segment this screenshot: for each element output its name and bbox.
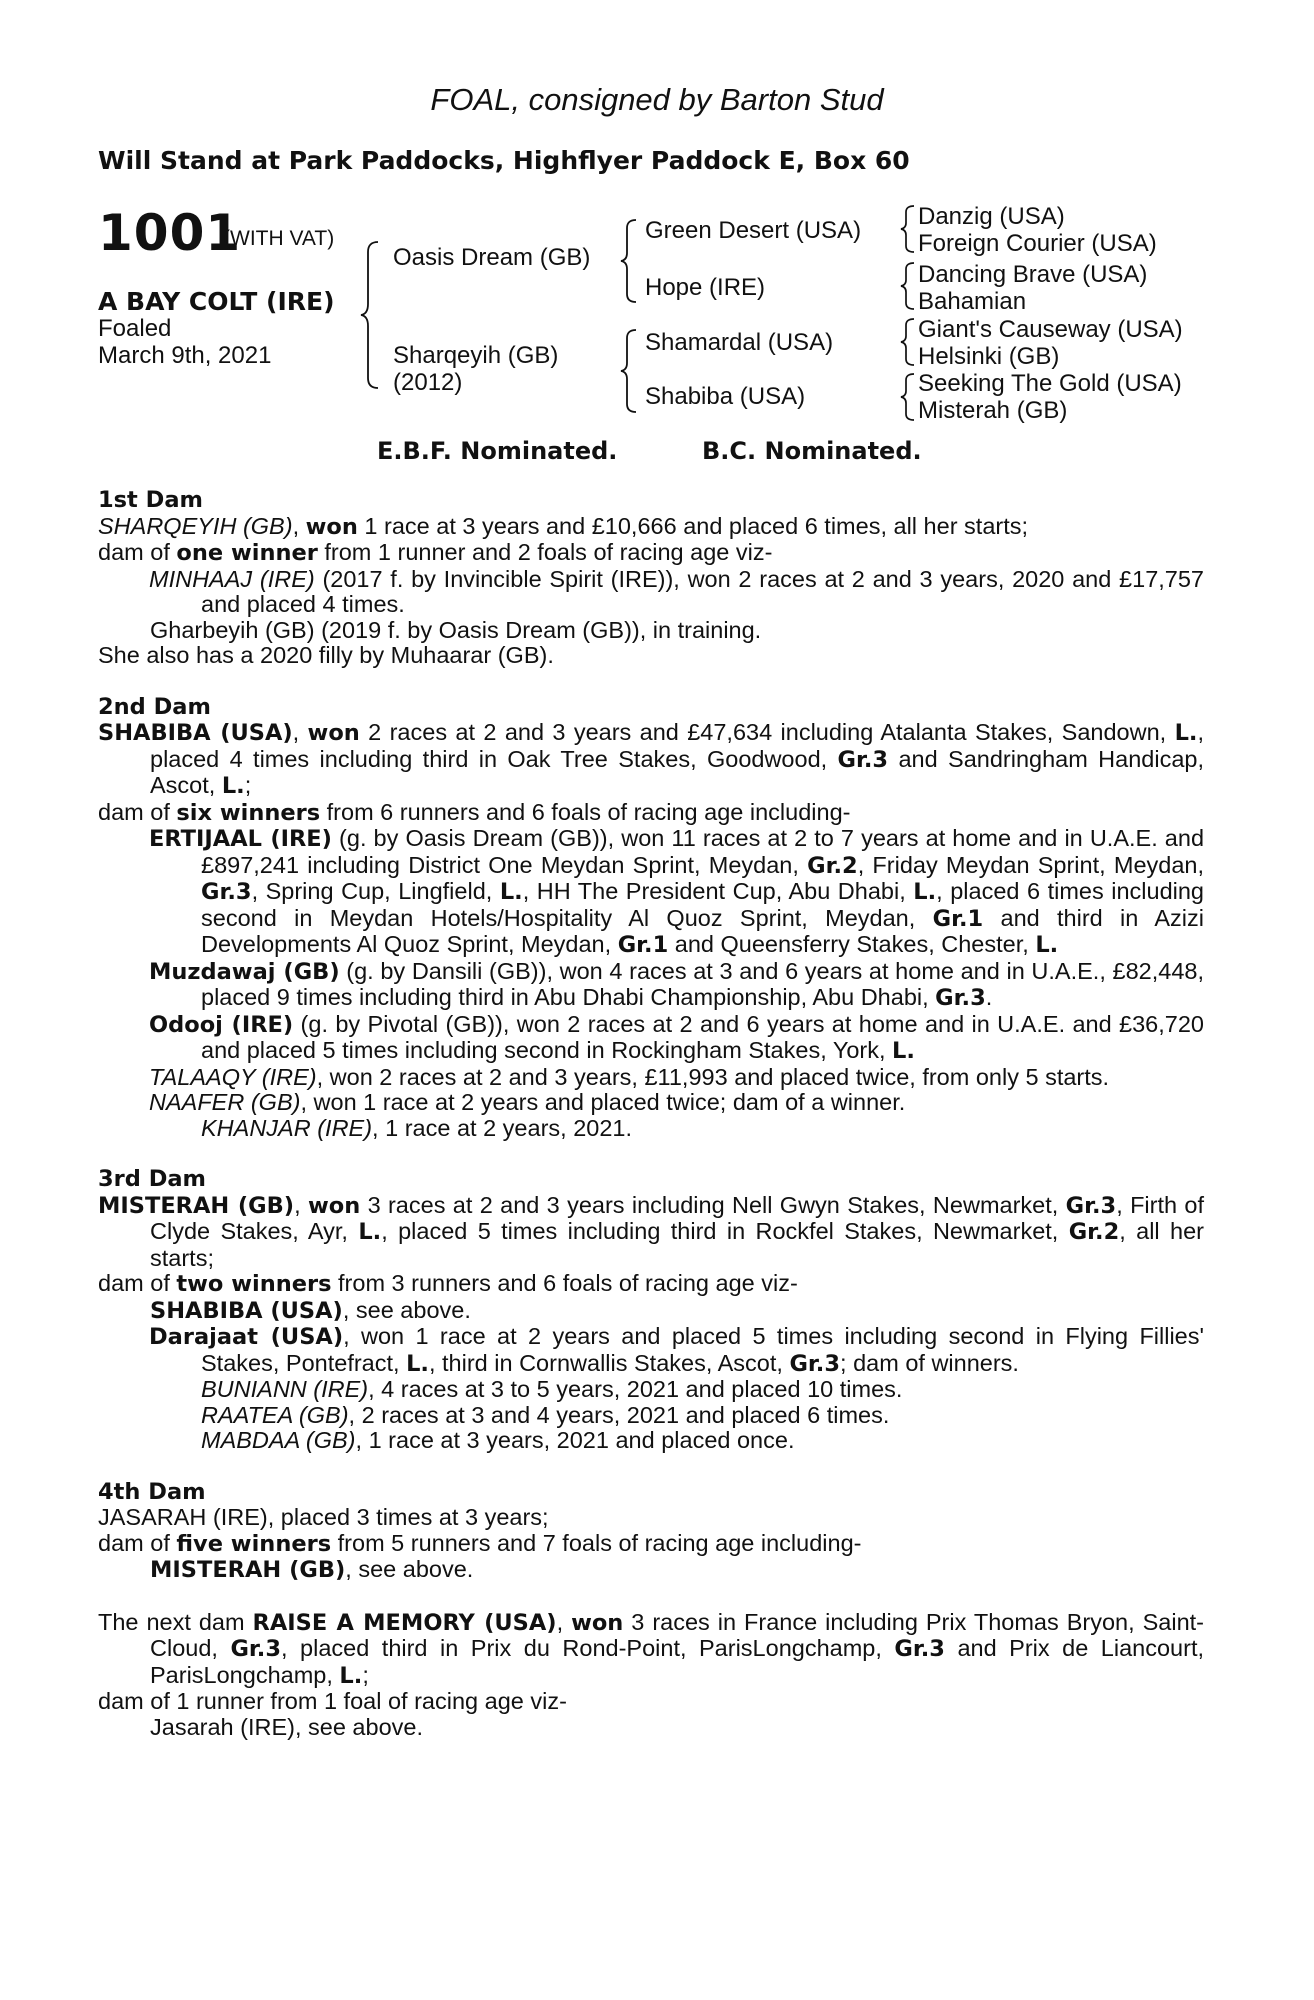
produce-jasarah: Jasarah (IRE), see above. [150,1713,423,1740]
text: , all her starts; [150,1218,1204,1271]
next-dam-name: RAISE A MEMORY (USA) [252,1609,557,1636]
text: , placed 5 times including third in Rockfel Stakes, Newmarket, [381,1218,1069,1244]
text: from 5 runners and 7 foals of racing age including- [331,1529,862,1556]
produce-name: KHANJAR (IRE) [201,1114,373,1141]
produce-khanjar [98,1116,1204,1142]
text: , placed 6 times including second in Meydan Hotels/Hospitality Al Quoz Sprint, Meydan, [201,878,1204,931]
listed-label: L. [221,773,245,799]
second-dam-produce-summary [98,800,1204,827]
pedigree-g3-4: Bahamian [918,288,1027,315]
group-label: Gr.1 [932,905,984,932]
text: (g. by Oasis Dream (GB)), won 11 races at 2 to 7 years at home and in U.A.E. and £897,241 including District One Meydan Sprint, Meydan, [201,825,1205,878]
produce-2020-filly: She also has a 2020 filly by Muhaarar (GB). [98,642,554,668]
text: The next dam [98,1608,253,1635]
pedigree-g3-1: Danzig (USA) [918,203,1065,230]
produce-misterah [98,1557,1204,1584]
won-label: won [307,1192,361,1219]
won-label: won [307,720,360,746]
produce-mabdaa [98,1428,1204,1454]
pedigree-dam-year: (2012) [393,369,463,396]
pedigree-g3-2: Foreign Courier (USA) [918,230,1157,257]
horse-description: A BAY COLT (IRE) [98,287,335,316]
produce-name: Odooj (IRE) [149,1011,294,1038]
winners-count: five winners [176,1530,332,1557]
text: , won 1 race at 2 years and placed 5 times including second in Flying Fillies' Stakes, Pontefract, [201,1323,1204,1376]
group-label: Gr.3 [935,985,986,1011]
group-label: Gr.3 [1065,1192,1117,1219]
pedigree-g3-6: Helsinki (GB) [918,343,1060,370]
text: from 1 runner and 2 foals of racing age viz- [317,539,773,565]
text: and Queensferry Stakes, Chester, [668,931,1036,957]
pedigree-brace-g3-1 [900,204,918,254]
text: and Prix de Liancourt, ParisLongchamp, [150,1635,1205,1688]
produce-gharbeyih: Gharbeyih (GB) (2019 f. by Oasis Dream (GB)), in training. [150,616,762,643]
bc-nomination: B.C. Nominated. [702,437,922,465]
produce-name: NAAFER (GB) [149,1089,301,1115]
text: and Sandringham Handicap, Ascot, [150,745,1204,798]
ebf-nomination: E.B.F. Nominated. [377,437,618,465]
pedigree-g3-7: Seeking The Gold (USA) [918,370,1182,397]
text: , 2 races at 3 and 4 years, 2021 and placed 6 times. [348,1401,890,1428]
pedigree-brace-dam [620,328,640,414]
lot-number: 1001 [98,204,242,262]
second-dam-heading: 2nd Dam [98,693,211,720]
produce-name: MISTERAH (GB) [150,1557,346,1583]
first-dam-heading: 1st Dam [98,487,203,513]
foaled-info [98,315,271,369]
text: dam of [98,1270,177,1296]
pedigree-sire: Oasis Dream (GB) [393,244,591,271]
pedigree-g3-8: Misterah (GB) [918,397,1068,424]
text: (g. by Dansili (GB)), won 4 races at 3 and 6 years at home and in U.A.E., £82,448, placed 9 times including third in Abu Dhabi Championship, Abu Dhabi, [201,957,1204,1010]
produce-talaaqy [98,1065,1204,1091]
group-label: Gr.3 [789,1350,841,1377]
text: from 3 runners and 6 foals of racing age viz- [331,1270,798,1296]
listed-label: L. [892,1038,915,1064]
group-label: Gr.3 [230,1636,281,1662]
text: dam of [98,798,177,825]
group-label: Gr.1 [617,932,669,958]
text: ; dam of winners. [840,1349,1019,1376]
text: , Friday Meydan Sprint, Meydan, [857,851,1205,878]
pedigree-brace-g3-4 [900,372,918,422]
text: 3 races at 2 and 3 years including Nell Gwyn Stakes, Newmarket, [360,1191,1066,1218]
foaled-date: March 9th, 2021 [98,342,272,369]
text: 2 races at 2 and 3 years and £47,634 including Atalanta Stakes, Sandown, [359,719,1175,745]
group-label: Gr.2 [1068,1219,1120,1245]
listed-label: L. [1174,720,1198,746]
produce-ertijaal [98,826,1204,959]
fourth-dam-record: JASARAH (IRE), placed 3 times at 3 years; [98,1504,549,1530]
pedigree-brace-g3-2 [900,261,918,311]
text: , [294,1191,308,1218]
text: from 6 runners and 6 foals of racing age including- [320,798,851,825]
third-dam-heading: 3rd Dam [98,1166,206,1192]
winners-count: six winners [176,799,321,826]
text: , third in Cornwallis Stakes, Ascot, [428,1349,790,1376]
group-label: Gr.2 [807,852,858,879]
pedigree-g3-3: Dancing Brave (USA) [918,261,1148,288]
next-dam-record [98,1610,1204,1690]
text: and third in Azizi Developments Al Quoz Sprint, Meydan, [201,904,1204,957]
text: , Spring Cup, Lingfield, [251,878,500,904]
text: , [292,719,308,745]
produce-name: RAATEA (GB) [201,1401,349,1428]
stand-location: Will Stand at Park Paddocks, Highflyer Paddock E, Box 60 [98,146,910,175]
text: , 1 race at 3 years, 2021 and placed once. [355,1427,795,1453]
pedigree-g3-5: Giant's Causeway (USA) [918,316,1183,343]
text: , Firth of Clyde Stakes, Ayr, [150,1191,1205,1244]
produce-name: SHABIBA (USA) [150,1297,343,1324]
vat-note: (WITH VAT) [223,227,335,250]
won-label: won [571,1609,624,1636]
text: dam of [98,539,177,565]
text: , 1 race at 2 years, 2021. [372,1114,633,1141]
second-dam-record [98,720,1204,800]
second-dam-name: SHABIBA (USA) [98,720,293,746]
third-dam-record [98,1193,1204,1272]
pedigree-dam-dam: Shabiba (USA) [645,383,806,410]
group-label: Gr.3 [837,746,889,773]
produce-name: Muzdawaj (GB) [149,958,340,985]
produce-darajaat [98,1324,1204,1377]
text: (g. by Pivotal (GB)), won 2 races at 2 and 6 years at home and in U.A.E. and £36,720 and placed 5 times including second in Rockingham Stakes, York, [201,1010,1204,1063]
produce-name: BUNIANN (IRE) [201,1376,369,1402]
produce-minhaaj [98,567,1204,618]
produce-raatea [98,1403,1204,1429]
listed-label: L. [358,1219,382,1245]
first-dam-produce-summary [98,540,1204,567]
pedigree-sire-sire: Green Desert (USA) [645,217,862,244]
consignor-line: FOAL, consigned by Barton Stud [430,82,884,117]
pedigree-brace-main [360,240,384,390]
pedigree-brace-sire [620,218,640,304]
listed-label: L. [913,879,937,905]
produce-name: MABDAA (GB) [201,1427,356,1453]
text: , see above. [342,1296,471,1323]
produce-name: TALAAQY (IRE) [149,1063,317,1090]
text: , 4 races at 3 to 5 years, 2021 and placed 10 times. [368,1376,903,1402]
text: . [985,984,993,1010]
winners-count: one winner [176,540,318,566]
text: , placed 4 times including third in Oak Tree Stakes, Goodwood, [150,719,1204,772]
first-dam-name: SHARQEYIH (GB) [98,512,293,539]
produce-name: Darajaat (USA) [149,1324,344,1350]
text: dam of [98,1529,177,1556]
won-label: won [305,513,358,540]
dam-line-text [98,488,1204,1740]
winners-count: two winners [176,1271,332,1297]
text: ; [362,1661,369,1688]
produce-naafer [98,1090,1204,1116]
produce-odooj [98,1012,1204,1065]
text: , [292,512,306,539]
fourth-dam-produce-summary [98,1531,1204,1558]
produce-muzdawaj [98,959,1204,1012]
produce-shabiba [98,1298,1204,1325]
text: 1 race at 3 years and £10,666 and placed 6 times, all her starts; [357,512,1029,539]
pedigree-brace-g3-3 [900,317,918,367]
first-dam-record [98,514,1204,541]
produce-name: MINHAAJ (IRE) [149,565,315,592]
third-dam-name: MISTERAH (GB) [98,1192,295,1219]
listed-label: L. [339,1662,363,1689]
third-dam-produce-summary [98,1271,1204,1298]
produce-name: ERTIJAAL (IRE) [149,826,332,852]
listed-label: L. [499,879,523,905]
pedigree-dam: Sharqeyih (GB) [393,342,559,369]
text: , see above. [345,1556,474,1582]
text: , placed third in Prix du Rond-Point, ParisLongchamp, [281,1635,895,1661]
pedigree-dam-sire: Shamardal (USA) [645,329,834,356]
text: , HH The President Cup, Abu Dhabi, [522,878,914,904]
text: , [556,1608,572,1635]
group-label: Gr.3 [201,879,252,905]
text: , won 2 races at 2 and 3 years, £11,993 and placed twice, from only 5 starts. [316,1063,1110,1090]
text: ; [244,772,252,798]
listed-label: L. [406,1350,429,1377]
text: (2017 f. by Invincible Spirit (IRE)), won 2 races at 2 and 3 years, 2020 and £17,757 and placed 4 times. [201,565,1205,617]
group-label: Gr.3 [894,1636,945,1662]
text: 3 races in France including Prix Thomas Bryon, Saint-Cloud, [150,1608,1204,1661]
foaled-label: Foaled [98,315,172,342]
produce-buniann [98,1377,1204,1403]
pedigree-sire-dam: Hope (IRE) [645,274,766,301]
next-dam-produce-summary: dam of 1 runner from 1 foal of racing age viz- [98,1688,567,1714]
text: , won 1 race at 2 years and placed twice; dam of a winner. [300,1089,906,1115]
listed-label: L. [1035,932,1059,958]
fourth-dam-heading: 4th Dam [98,1478,206,1505]
